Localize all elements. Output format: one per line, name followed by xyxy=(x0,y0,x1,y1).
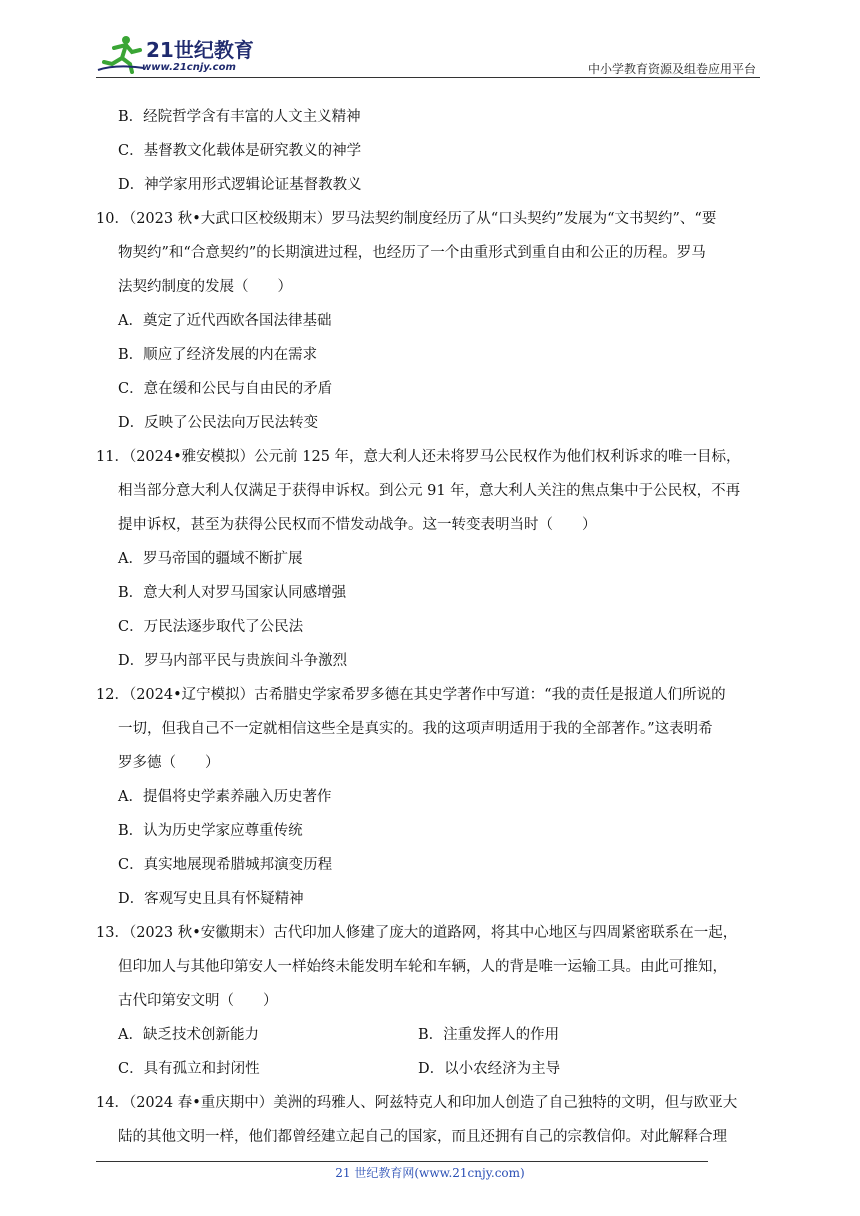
option-b: B．经院哲学含有丰富的人文主义精神 xyxy=(118,109,361,125)
question-stem-line: 陆的其他文明一样，他们都曾经建立起自己的国家，而且还拥有自己的宗教信仰。对此解释合理 xyxy=(118,1129,727,1145)
option-a: A．提倡将史学素养融入历史著作 xyxy=(118,789,332,805)
question-10 xyxy=(96,202,766,440)
option-d: D．以小农经济为主导 xyxy=(418,1061,561,1077)
option-b: B．认为历史学家应尊重传统 xyxy=(118,823,303,839)
page-header xyxy=(0,0,860,82)
logo-title: 21世纪教育 xyxy=(146,38,254,62)
logo-url: www.21cnjy.com xyxy=(142,62,236,73)
question-stem-line: 但印加人与其他印第安人一样始终未能发明车轮和车辆，人的背是唯一运输工具。由此可推知， xyxy=(118,959,727,975)
question-stem-line: 10．（2023 秋•大武口区校级期末）罗马法契约制度经历了从“口头契约”发展为“文书契约”、“要 xyxy=(96,211,717,227)
question-13 xyxy=(96,916,766,1086)
question-12 xyxy=(96,678,766,916)
question-stem-line: 罗多德（ ） xyxy=(118,755,220,771)
question-stem-line: 提申诉权，甚至为获得公民权而不惜发动战争。这一转变表明当时（ ） xyxy=(118,517,597,533)
question-11 xyxy=(96,440,766,678)
option-d: D．客观写史且具有怀疑精神 xyxy=(118,891,304,907)
option-b: B．顺应了经济发展的内在需求 xyxy=(118,347,318,363)
option-d: D．反映了公民法向万民法转变 xyxy=(118,415,319,431)
option-c: C．真实地展现希腊城邦演变历程 xyxy=(118,857,333,873)
option-d: D．神学家用形式逻辑论证基督教教义 xyxy=(118,177,362,193)
question-9-options xyxy=(96,100,766,202)
question-stem-line: 物契约”和“合意契约”的长期演进过程，也经历了一个由重形式到重自由和公正的历程。罗马 xyxy=(118,245,706,261)
option-c: C．基督教文化载体是研究教义的神学 xyxy=(118,143,362,159)
question-stem-line: 12．（2024•辽宁模拟）古希腊史学家希罗多德在其史学著作中写道：“我的责任是报道人们所说的 xyxy=(96,687,726,703)
question-stem-line: 11．（2024•雅安模拟）公元前 125 年，意大利人还未将罗马公民权作为他们权利诉求的唯一目标， xyxy=(96,449,741,465)
question-list xyxy=(96,100,766,1154)
question-stem-line: 一切，但我自己不一定就相信这些全是真实的。我的这项声明适用于我的全部著作。”这表明希 xyxy=(118,721,713,737)
footer-link[interactable]: 21 世纪教育网(www.21cnjy.com) xyxy=(335,1166,525,1180)
option-row xyxy=(96,1052,766,1086)
option-c: C．万民法逐步取代了公民法 xyxy=(118,619,304,635)
option-row xyxy=(96,1018,766,1052)
option-b: B．意大利人对罗马国家认同感增强 xyxy=(118,585,347,601)
option-a: A．罗马帝国的疆域不断扩展 xyxy=(118,551,303,567)
footer-divider xyxy=(96,1161,708,1162)
question-stem-line: 法契约制度的发展（ ） xyxy=(118,279,292,295)
question-stem-line: 13．（2023 秋•安徽期末）古代印加人修建了庞大的道路网，将其中心地区与四周紧密联系在一起， xyxy=(96,925,738,941)
option-a: A．奠定了近代西欧各国法律基础 xyxy=(118,313,332,329)
option-c: C．具有孤立和封闭性 xyxy=(118,1061,260,1077)
option-c: C．意在缓和公民与自由民的矛盾 xyxy=(118,381,333,397)
question-stem-line: 相当部分意大利人仅满足于获得申诉权。到公元 91 年，意大利人关注的焦点集中于公民权，不再 xyxy=(118,483,741,499)
site-logo[interactable] xyxy=(96,34,256,78)
question-14 xyxy=(96,1086,766,1154)
option-d: D．罗马内部平民与贵族间斗争激烈 xyxy=(118,653,348,669)
header-divider xyxy=(96,77,760,78)
option-b: B．注重发挥人的作用 xyxy=(418,1027,560,1043)
platform-label: 中小学教育资源及组卷应用平台 xyxy=(587,62,756,76)
runner-logo-icon xyxy=(96,34,146,74)
question-stem-line: 古代印第安文明（ ） xyxy=(118,993,278,1009)
question-stem-line: 14．（2024 春•重庆期中）美洲的玛雅人、阿兹特克人和印加人创造了自己独特的文明，但与欧亚大 xyxy=(96,1095,738,1111)
option-a: A．缺乏技术创新能力 xyxy=(118,1027,259,1043)
